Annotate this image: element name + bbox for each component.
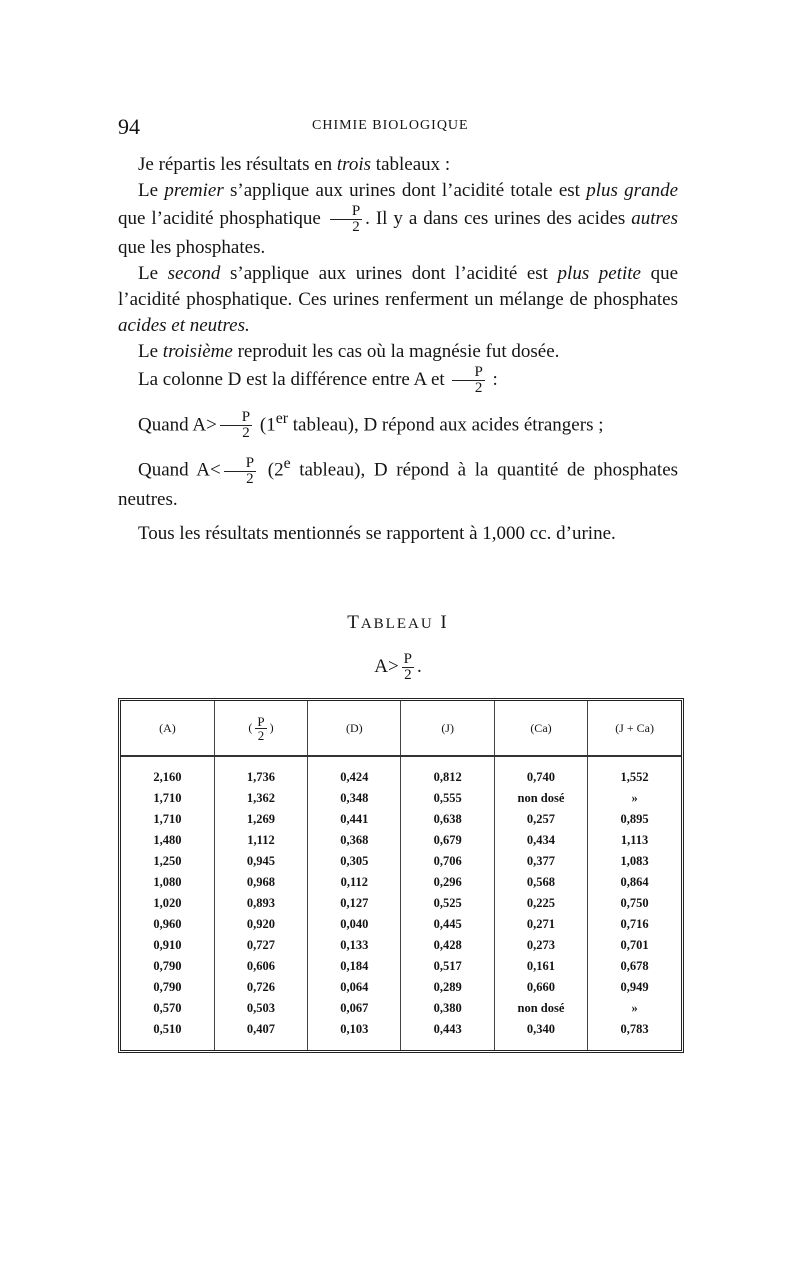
cell-p-over-2: 1,112 <box>214 830 307 851</box>
cell-a: 0,910 <box>153 938 182 952</box>
cell-a: 0,960 <box>153 917 182 931</box>
cell-j-plus-ca: 0,949 <box>588 977 681 998</box>
paragraph-first-table: Le premier s’applique aux urines dont l’acidité totale est plus grande que l’acidité phosphatique $\frac{P}{2}$ . Il y a dans ces urines des acides autres que les phosphates. <box>118 180 678 258</box>
cell-a: 1,710 <box>153 812 182 826</box>
cell-d: 0,441 <box>308 809 401 830</box>
cell-p-over-2: 0,920 <box>214 914 307 935</box>
paragraph-third-table: Le troisième reproduit les cas où la magnésie fut dosée. <box>138 341 560 362</box>
cell-a: 0,510 <box>153 1022 182 1036</box>
table-row <box>121 1019 681 1050</box>
cell-j: 0,555 <box>401 788 494 809</box>
page-number: 94 <box>118 114 140 139</box>
paragraph-intro: Je répartis les résultats en trois tableaux : <box>138 154 451 175</box>
table-row <box>121 956 681 977</box>
cell-j: 0,517 <box>401 956 494 977</box>
fraction-p-over-2: $\frac{P}{2}$ <box>220 410 252 441</box>
fraction-p-over-2: $\frac{P}{2}$ <box>403 651 413 683</box>
cell-d: 0,184 <box>308 956 401 977</box>
cell-ca: 0,161 <box>494 956 587 977</box>
cell-ca: 0,740 <box>494 756 587 788</box>
cell-a: 1,080 <box>153 875 182 889</box>
table-row <box>121 756 681 788</box>
cell-j: 0,706 <box>401 851 494 872</box>
cell-d: 0,103 <box>308 1019 401 1050</box>
cell-ca: 0,568 <box>494 872 587 893</box>
cell-j-plus-ca: 0,895 <box>588 809 681 830</box>
cell-p-over-2: 0,606 <box>214 956 307 977</box>
cell-ca: 0,377 <box>494 851 587 872</box>
cell-ca: 0,257 <box>494 809 587 830</box>
table-row <box>121 830 681 851</box>
cell-j: 0,289 <box>401 977 494 998</box>
table-body <box>121 756 681 1050</box>
cell-d: 0,064 <box>308 977 401 998</box>
cell-j-plus-ca: 0,716 <box>588 914 681 935</box>
cell-a: 1,710 <box>153 791 182 805</box>
cell-d: 0,305 <box>308 851 401 872</box>
cell-ca: 0,340 <box>494 1019 587 1050</box>
cell-d: 0,348 <box>308 788 401 809</box>
cell-d: 0,127 <box>308 893 401 914</box>
cell-ca: non dosé <box>494 998 587 1019</box>
body-text <box>118 152 678 547</box>
table-row <box>121 914 681 935</box>
cell-j-plus-ca: 0,750 <box>588 893 681 914</box>
cell-j-plus-ca: 1,083 <box>588 851 681 872</box>
cell-p-over-2: 0,893 <box>214 893 307 914</box>
header-d: (D) <box>308 701 401 756</box>
cell-j: 0,679 <box>401 830 494 851</box>
cell-a: 1,250 <box>153 854 182 868</box>
cell-j: 0,525 <box>401 893 494 914</box>
cell-d: 0,368 <box>308 830 401 851</box>
cell-p-over-2: 0,945 <box>214 851 307 872</box>
cell-j-plus-ca: » <box>588 998 681 1019</box>
running-title: CHIMIE BIOLOGIQUE <box>312 118 469 133</box>
cell-j: 0,443 <box>401 1019 494 1050</box>
cell-a: 1,020 <box>153 896 182 910</box>
cell-j: 0,445 <box>401 914 494 935</box>
table-row <box>121 788 681 809</box>
cell-ca: 0,434 <box>494 830 587 851</box>
cell-a: 2,160 <box>153 770 182 784</box>
table-one <box>118 698 684 1053</box>
header-ca: (Ca) <box>494 701 587 756</box>
fraction-p-over-2: $\frac{P}{2}$ <box>330 204 362 235</box>
cell-p-over-2: 1,269 <box>214 809 307 830</box>
cell-j-plus-ca: 0,783 <box>588 1019 681 1050</box>
table-row <box>121 872 681 893</box>
table-row <box>121 977 681 998</box>
table-row <box>121 851 681 872</box>
cell-ca: 0,225 <box>494 893 587 914</box>
cell-a: 0,570 <box>153 1001 182 1015</box>
paragraph-second-table: Le second s’applique aux urines dont l’acidité est plus petite que l’acidité phosphatique. Ces urines renferment un mélange de phosphates acides et neutres. <box>118 263 679 336</box>
cell-p-over-2: 1,362 <box>214 788 307 809</box>
cell-ca: 0,273 <box>494 935 587 956</box>
cell-j-plus-ca: 1,113 <box>588 830 681 851</box>
table-title-block <box>118 612 678 683</box>
cell-d: 0,112 <box>308 872 401 893</box>
table-row <box>121 893 681 914</box>
cell-p-over-2: 0,968 <box>214 872 307 893</box>
page-header <box>118 114 678 144</box>
cell-ca: 0,271 <box>494 914 587 935</box>
table-header-row <box>121 701 681 756</box>
table-row <box>121 935 681 956</box>
cell-j: 0,428 <box>401 935 494 956</box>
paragraph-column-d: La colonne D est la différence entre A et $\frac{P}{2}$ : <box>138 364 498 396</box>
cell-d: 0,424 <box>308 756 401 788</box>
cell-a: 0,790 <box>153 980 182 994</box>
cell-d: 0,133 <box>308 935 401 956</box>
cell-p-over-2: 0,726 <box>214 977 307 998</box>
cell-p-over-2: 1,736 <box>214 756 307 788</box>
table-title: TABLEAU I <box>347 612 449 633</box>
cell-ca: 0,660 <box>494 977 587 998</box>
header-j: (J) <box>401 701 494 756</box>
cell-j: 0,812 <box>401 756 494 788</box>
cell-j-plus-ca: 1,552 <box>588 756 681 788</box>
header-a: (A) <box>121 701 214 756</box>
cell-d: 0,067 <box>308 998 401 1019</box>
paragraph-units: Tous les résultats mentionnés se rapportent à 1,000 cc. d’urine. <box>138 522 616 544</box>
cell-a: 1,480 <box>153 833 182 847</box>
condition-greater: Quand A> $\frac{P}{2}$ (1er tableau), D répond aux acides étrangers ; <box>138 409 604 442</box>
cell-p-over-2: 0,727 <box>214 935 307 956</box>
table-subtitle: A> $\frac{P}{2}$ . <box>374 651 422 683</box>
header-p-over-2: ( $\frac{P}{2}$ ) <box>214 701 307 756</box>
data-table <box>121 701 681 1050</box>
header-j-plus-ca: (J + Ca) <box>588 701 681 756</box>
cell-d: 0,040 <box>308 914 401 935</box>
cell-j: 0,638 <box>401 809 494 830</box>
cell-j-plus-ca: » <box>588 788 681 809</box>
cell-p-over-2: 0,407 <box>214 1019 307 1050</box>
cell-j-plus-ca: 0,864 <box>588 872 681 893</box>
cell-ca: non dosé <box>494 788 587 809</box>
fraction-p-over-2: $\frac{P}{2}$ <box>257 713 265 743</box>
condition-less: Quand A< $\frac{P}{2}$ (2e tableau), D répond à la quantité de phosphates neutres. <box>118 454 679 510</box>
table-row <box>121 998 681 1019</box>
fraction-p-over-2: $\frac{P}{2}$ <box>224 456 256 487</box>
cell-j-plus-ca: 0,701 <box>588 935 681 956</box>
cell-j: 0,296 <box>401 872 494 893</box>
fraction-p-over-2: $\frac{P}{2}$ <box>452 365 484 396</box>
cell-p-over-2: 0,503 <box>214 998 307 1019</box>
table-row <box>121 809 681 830</box>
cell-j: 0,380 <box>401 998 494 1019</box>
cell-a: 0,790 <box>153 959 182 973</box>
cell-j-plus-ca: 0,678 <box>588 956 681 977</box>
